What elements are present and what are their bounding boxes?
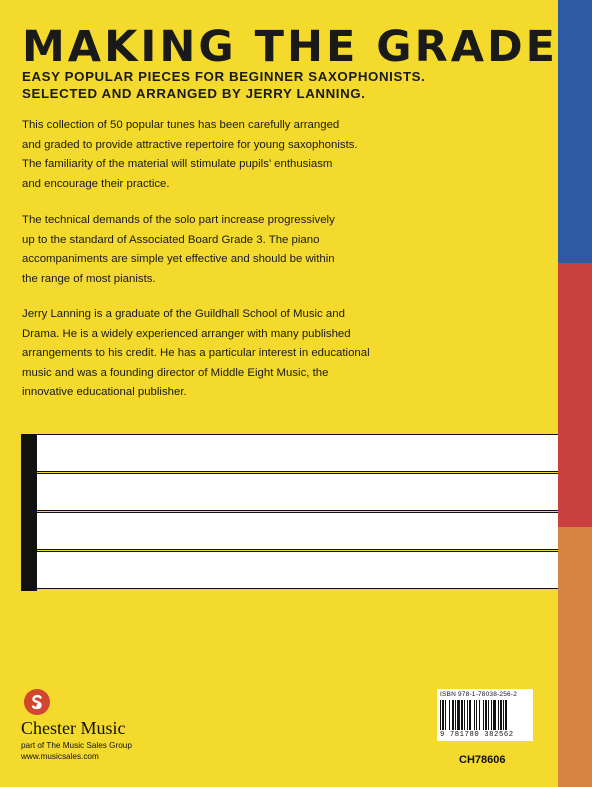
spine-strip-orange	[558, 527, 592, 787]
chester-music-logo-icon	[24, 689, 50, 715]
isbn-label: ISBN 978-1-78038-256-2	[440, 691, 518, 698]
paragraph-line: The technical demands of the solo part increase progressively	[22, 214, 335, 226]
barcode-digits: 9 781780 382562	[440, 731, 514, 739]
paragraph-line: music and was a founding director of Middle Eight Music, the	[22, 366, 329, 379]
catalog-number: CH78606	[459, 754, 506, 766]
staff-band	[37, 512, 558, 550]
staff-band	[37, 551, 558, 589]
barcode-icon	[440, 700, 530, 730]
publisher-group: part of The Music Sales Group	[21, 741, 132, 750]
paragraph-line: The familiarity of the material will stimulate pupils’ enthusiasm	[22, 158, 333, 171]
author-bio-paragraph	[22, 305, 562, 403]
paragraph-line: Jerry Lanning is a graduate of the Guildhall School of Music and	[22, 308, 345, 320]
spine-strip-red	[558, 263, 592, 527]
book-subtitle	[22, 68, 425, 102]
paragraph-line: accompaniments are simple yet effective and should be within	[22, 253, 335, 266]
book-title: MAKING THE GRADE	[22, 22, 559, 72]
description-paragraph	[22, 116, 562, 194]
technical-paragraph	[22, 211, 562, 289]
paragraph-line: and graded to provide attractive repertoire for young saxophonists.	[22, 138, 358, 151]
paragraph-line: and encourage their practice.	[22, 177, 170, 190]
publisher-url: www.musicsales.com	[21, 752, 99, 761]
subtitle-line: EASY POPULAR PIECES FOR BEGINNER SAXOPHONISTS.	[22, 69, 426, 84]
paragraph-line: arrangements to his credit. He has a particular interest in educational	[22, 347, 370, 360]
paragraph-line: innovative educational publisher.	[22, 386, 187, 399]
isbn-barcode-block	[437, 689, 533, 741]
paragraph-line: the range of most pianists.	[22, 272, 156, 285]
spine-strip-blue	[558, 0, 592, 263]
publisher-name: Chester Music	[21, 718, 126, 738]
music-staff-graphic	[21, 434, 558, 591]
paragraph-line: up to the standard of Associated Board Grade 3. The piano	[22, 233, 320, 246]
staff-band	[37, 473, 558, 511]
staff-band	[37, 434, 558, 472]
staff-barline	[21, 434, 37, 591]
paragraph-line: This collection of 50 popular tunes has been carefully arranged	[22, 119, 340, 131]
paragraph-line: Drama. He is a widely experienced arranger with many published	[22, 327, 351, 340]
subtitle-line: SELECTED AND ARRANGED BY JERRY LANNING.	[22, 86, 366, 101]
